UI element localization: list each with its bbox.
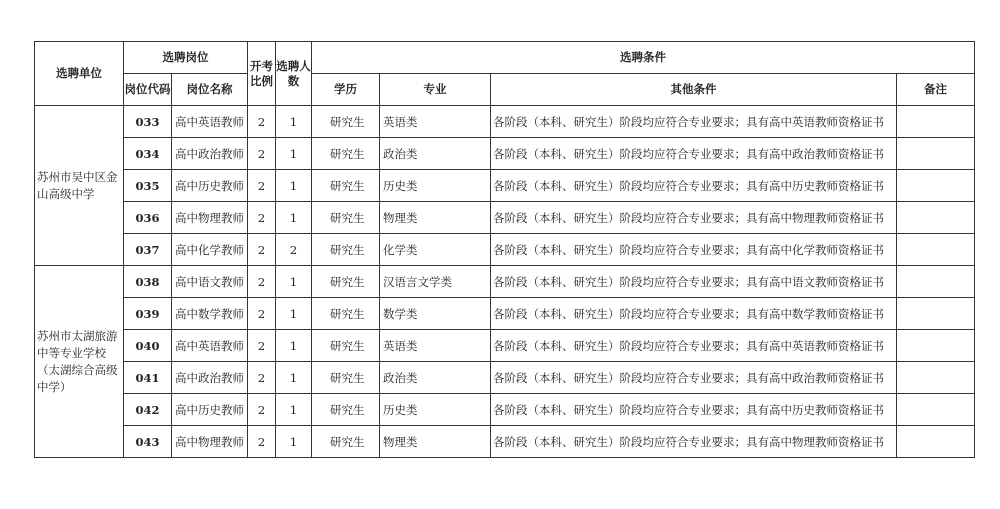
education-cell: 研究生 — [312, 394, 380, 426]
position-code: 037 — [124, 234, 172, 266]
major-cell: 历史类 — [380, 394, 491, 426]
unit-cell: 苏州市吴中区金山高级中学 — [35, 106, 124, 266]
remark-cell — [897, 362, 975, 394]
position-code: 041 — [124, 362, 172, 394]
remark-cell — [897, 426, 975, 458]
remark-cell — [897, 234, 975, 266]
education-cell: 研究生 — [312, 106, 380, 138]
header-name: 岗位名称 — [172, 74, 248, 106]
education-cell: 研究生 — [312, 202, 380, 234]
header-other: 其他条件 — [491, 74, 897, 106]
header-education: 学历 — [312, 74, 380, 106]
header-row-1 — [35, 42, 975, 74]
education-cell: 研究生 — [312, 330, 380, 362]
ratio-cell: 2 — [248, 106, 276, 138]
count-cell: 1 — [276, 106, 312, 138]
table-row — [35, 266, 975, 298]
table-row — [35, 234, 975, 266]
position-name: 高中物理教师 — [172, 202, 248, 234]
position-name: 高中化学教师 — [172, 234, 248, 266]
position-code: 035 — [124, 170, 172, 202]
position-name: 高中政治教师 — [172, 138, 248, 170]
position-name: 高中英语教师 — [172, 106, 248, 138]
table-row — [35, 362, 975, 394]
ratio-cell: 2 — [248, 298, 276, 330]
major-cell: 数学类 — [380, 298, 491, 330]
position-name: 高中数学教师 — [172, 298, 248, 330]
other-conditions-cell: 各阶段（本科、研究生）阶段均应符合专业要求；具有高中历史教师资格证书 — [491, 394, 897, 426]
table-row — [35, 394, 975, 426]
remark-cell — [897, 330, 975, 362]
major-cell: 历史类 — [380, 170, 491, 202]
position-name: 高中历史教师 — [172, 394, 248, 426]
count-cell: 1 — [276, 202, 312, 234]
position-name: 高中政治教师 — [172, 362, 248, 394]
count-cell: 1 — [276, 362, 312, 394]
count-cell: 1 — [276, 426, 312, 458]
education-cell: 研究生 — [312, 266, 380, 298]
other-conditions-cell: 各阶段（本科、研究生）阶段均应符合专业要求；具有高中政治教师资格证书 — [491, 362, 897, 394]
remark-cell — [897, 266, 975, 298]
header-remark: 备注 — [897, 74, 975, 106]
table-row — [35, 138, 975, 170]
ratio-cell: 2 — [248, 394, 276, 426]
remark-cell — [897, 394, 975, 426]
position-code: 039 — [124, 298, 172, 330]
ratio-cell: 2 — [248, 138, 276, 170]
header-ratio: 开考比例 — [248, 42, 276, 106]
position-code: 043 — [124, 426, 172, 458]
major-cell: 化学类 — [380, 234, 491, 266]
header-unit: 选聘单位 — [35, 42, 124, 106]
header-row-2 — [35, 74, 975, 106]
other-conditions-cell: 各阶段（本科、研究生）阶段均应符合专业要求；具有高中历史教师资格证书 — [491, 170, 897, 202]
table-row — [35, 170, 975, 202]
position-code: 036 — [124, 202, 172, 234]
major-cell: 政治类 — [380, 138, 491, 170]
remark-cell — [897, 138, 975, 170]
position-name: 高中历史教师 — [172, 170, 248, 202]
count-cell: 1 — [276, 170, 312, 202]
header-conditions-group: 选聘条件 — [312, 42, 975, 74]
education-cell: 研究生 — [312, 426, 380, 458]
count-cell: 1 — [276, 330, 312, 362]
table-row — [35, 106, 975, 138]
count-cell: 2 — [276, 234, 312, 266]
other-conditions-cell: 各阶段（本科、研究生）阶段均应符合专业要求；具有高中数学教师资格证书 — [491, 298, 897, 330]
recruitment-table — [34, 41, 975, 458]
count-cell: 1 — [276, 298, 312, 330]
count-cell: 1 — [276, 394, 312, 426]
ratio-cell: 2 — [248, 170, 276, 202]
header-position-group: 选聘岗位 — [124, 42, 248, 74]
major-cell: 英语类 — [380, 330, 491, 362]
other-conditions-cell: 各阶段（本科、研究生）阶段均应符合专业要求；具有高中语文教师资格证书 — [491, 266, 897, 298]
position-code: 034 — [124, 138, 172, 170]
ratio-cell: 2 — [248, 266, 276, 298]
other-conditions-cell: 各阶段（本科、研究生）阶段均应符合专业要求；具有高中物理教师资格证书 — [491, 202, 897, 234]
education-cell: 研究生 — [312, 362, 380, 394]
table-row — [35, 426, 975, 458]
education-cell: 研究生 — [312, 298, 380, 330]
ratio-cell: 2 — [248, 362, 276, 394]
table-row — [35, 330, 975, 362]
table-body — [35, 106, 975, 458]
header-count: 选聘人数 — [276, 42, 312, 106]
major-cell: 英语类 — [380, 106, 491, 138]
major-cell: 政治类 — [380, 362, 491, 394]
header-major: 专业 — [380, 74, 491, 106]
major-cell: 汉语言文学类 — [380, 266, 491, 298]
education-cell: 研究生 — [312, 138, 380, 170]
ratio-cell: 2 — [248, 202, 276, 234]
position-code: 038 — [124, 266, 172, 298]
position-name: 高中英语教师 — [172, 330, 248, 362]
remark-cell — [897, 298, 975, 330]
other-conditions-cell: 各阶段（本科、研究生）阶段均应符合专业要求；具有高中物理教师资格证书 — [491, 426, 897, 458]
position-name: 高中语文教师 — [172, 266, 248, 298]
other-conditions-cell: 各阶段（本科、研究生）阶段均应符合专业要求；具有高中英语教师资格证书 — [491, 106, 897, 138]
unit-cell: 苏州市太湖旅游中等专业学校（太湖综合高级中学） — [35, 266, 124, 458]
education-cell: 研究生 — [312, 170, 380, 202]
major-cell: 物理类 — [380, 202, 491, 234]
other-conditions-cell: 各阶段（本科、研究生）阶段均应符合专业要求；具有高中化学教师资格证书 — [491, 234, 897, 266]
education-cell: 研究生 — [312, 234, 380, 266]
header-code: 岗位代码 — [124, 74, 172, 106]
remark-cell — [897, 170, 975, 202]
major-cell: 物理类 — [380, 426, 491, 458]
table-row — [35, 202, 975, 234]
ratio-cell: 2 — [248, 330, 276, 362]
position-name: 高中物理教师 — [172, 426, 248, 458]
ratio-cell: 2 — [248, 234, 276, 266]
remark-cell — [897, 202, 975, 234]
position-code: 042 — [124, 394, 172, 426]
ratio-cell: 2 — [248, 426, 276, 458]
position-code: 040 — [124, 330, 172, 362]
count-cell: 1 — [276, 138, 312, 170]
table-row — [35, 298, 975, 330]
remark-cell — [897, 106, 975, 138]
position-code: 033 — [124, 106, 172, 138]
other-conditions-cell: 各阶段（本科、研究生）阶段均应符合专业要求；具有高中政治教师资格证书 — [491, 138, 897, 170]
other-conditions-cell: 各阶段（本科、研究生）阶段均应符合专业要求；具有高中英语教师资格证书 — [491, 330, 897, 362]
count-cell: 1 — [276, 266, 312, 298]
